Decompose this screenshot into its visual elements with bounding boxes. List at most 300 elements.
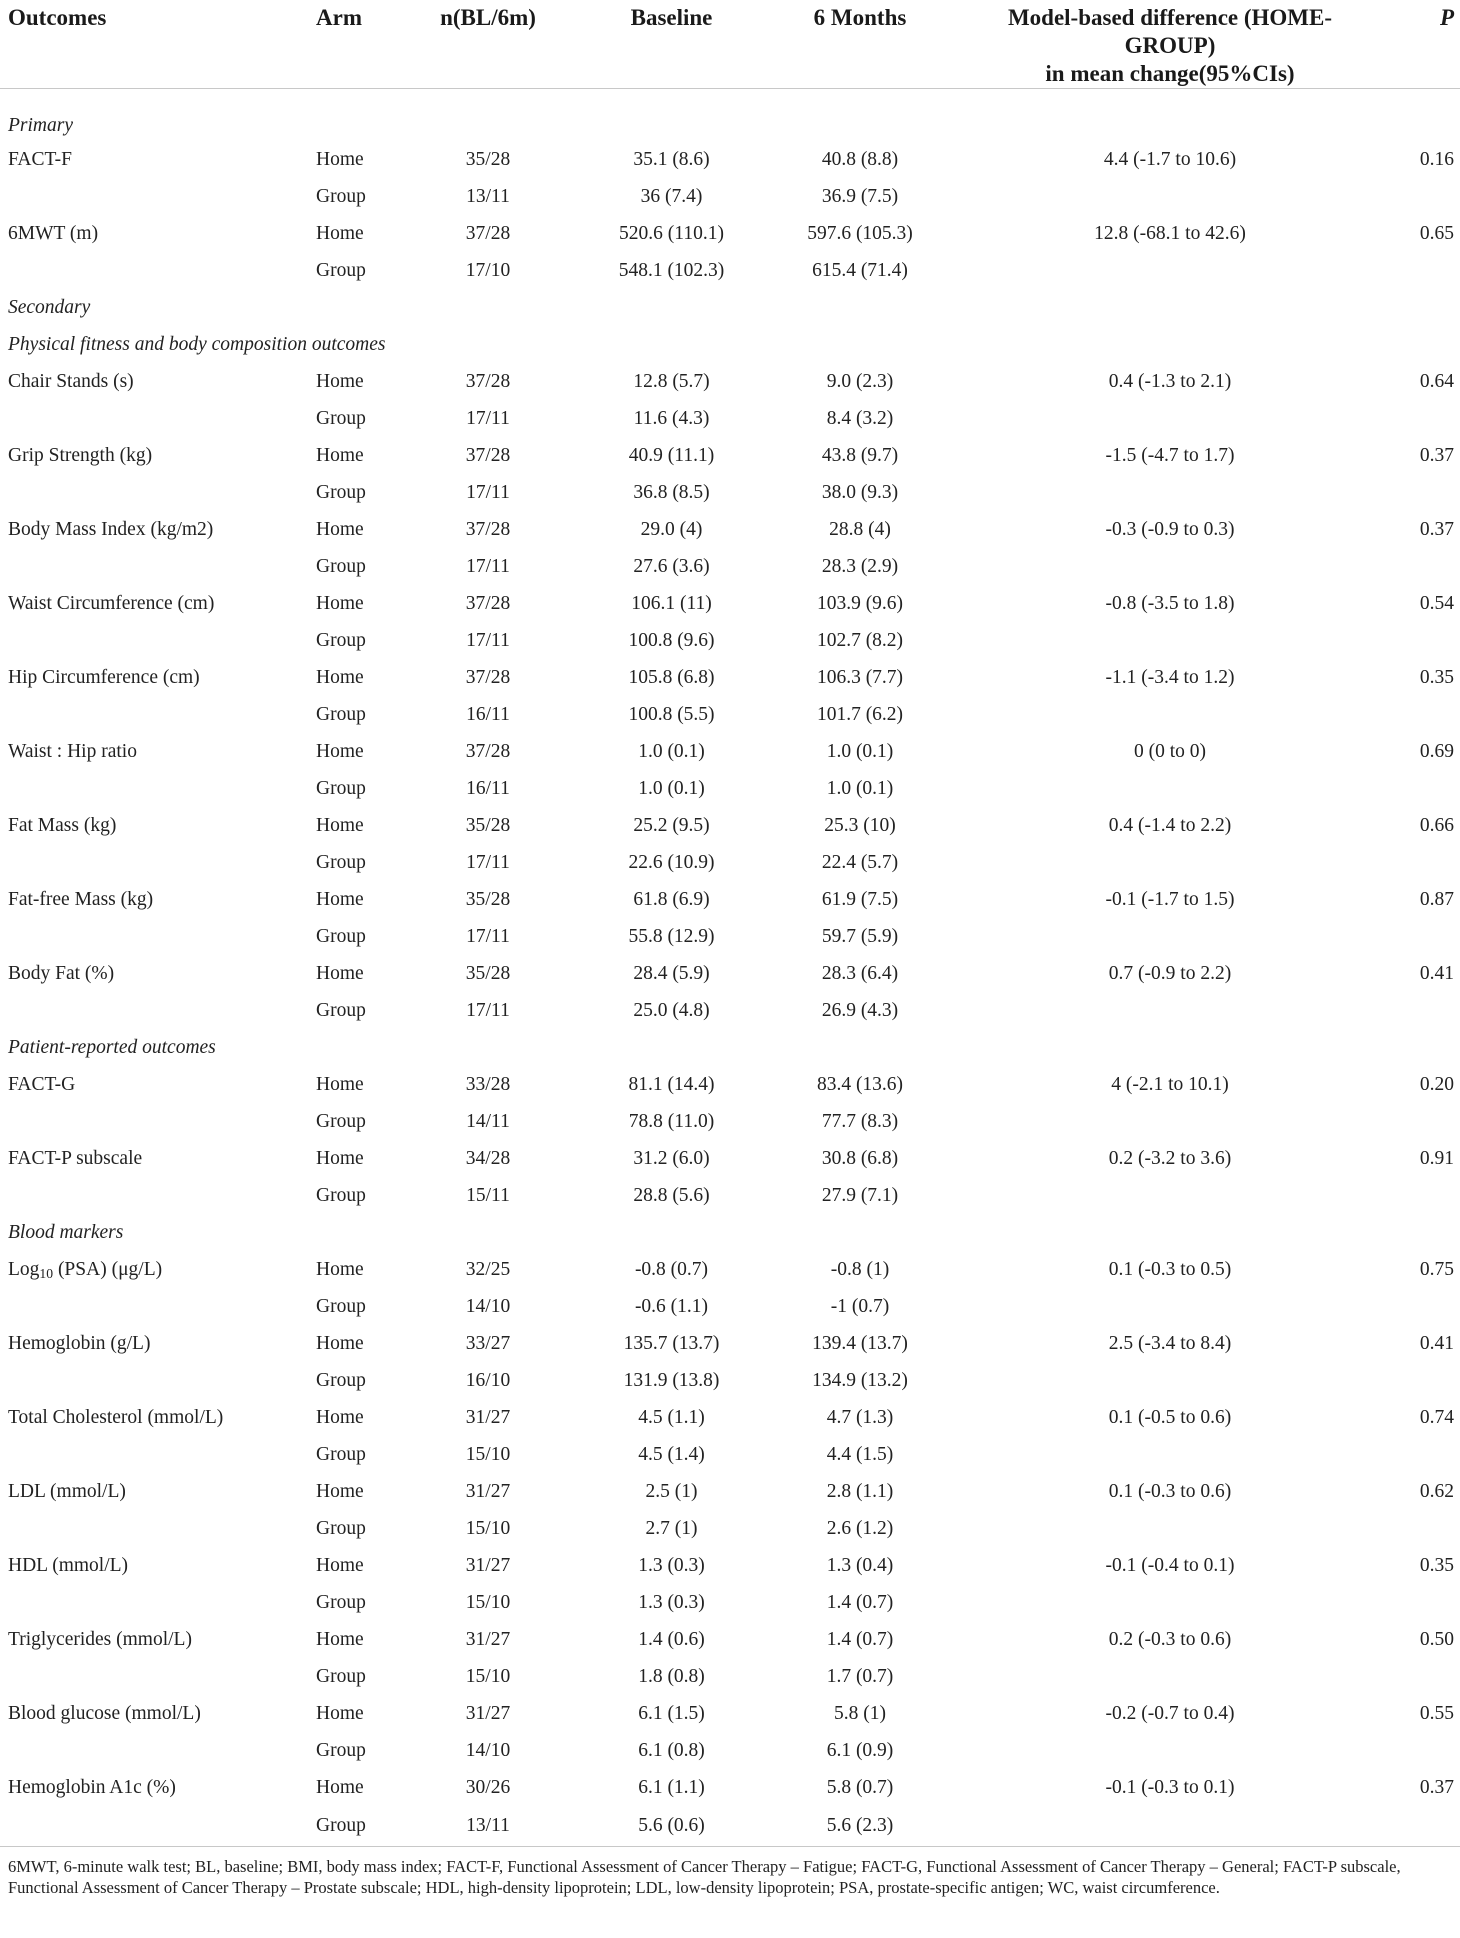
cell-p-value: 0.65: [1419, 222, 1454, 244]
cell-p-value: [1385, 474, 1460, 511]
table-row: [0, 1140, 1460, 1177]
cell-n: 37/28: [465, 592, 511, 614]
cell-outcome: [0, 844, 290, 881]
cell-six-months: 134.9 (13.2): [812, 1369, 908, 1391]
cell-n: 35/28: [465, 888, 511, 910]
cell-arm: Group: [316, 777, 366, 799]
cell-baseline: 100.8 (9.6): [628, 629, 715, 651]
cell-model-difference: [955, 622, 1385, 659]
table-row: [0, 1251, 1460, 1288]
table-row: [0, 474, 1460, 511]
cell-n: 15/10: [465, 1591, 511, 1613]
cell-arm: Group: [316, 629, 366, 651]
cell-model-difference: 0.4 (-1.4 to 2.2): [1108, 814, 1232, 836]
cell-model-difference: [955, 1362, 1385, 1399]
cell-model-difference: [955, 1732, 1385, 1769]
cell-model-difference: [955, 1288, 1385, 1325]
cell-arm: Group: [316, 481, 366, 503]
cell-baseline: 1.3 (0.3): [638, 1554, 705, 1576]
cell-six-months: 106.3 (7.7): [816, 666, 904, 688]
cell-model-difference: [955, 696, 1385, 733]
cell-arm: Group: [316, 1184, 366, 1206]
cell-model-difference: 0.1 (-0.3 to 0.6): [1108, 1480, 1232, 1502]
section-row: [0, 289, 1460, 326]
cell-six-months: 2.6 (1.2): [826, 1517, 894, 1539]
cell-p-value: 0.69: [1419, 740, 1454, 762]
header-six-months: 6 Months: [765, 0, 955, 89]
cell-model-difference: [955, 1806, 1385, 1847]
cell-six-months: 28.3 (6.4): [821, 962, 899, 984]
cell-n: 31/27: [465, 1702, 511, 1724]
table-row: [0, 622, 1460, 659]
cell-arm: Home: [316, 1628, 364, 1650]
cell-n: 33/27: [465, 1332, 511, 1354]
cell-n: 30/26: [465, 1776, 511, 1798]
cell-baseline: 4.5 (1.1): [638, 1406, 705, 1428]
cell-baseline: 520.6 (110.1): [619, 222, 724, 244]
cell-p-value: [1385, 252, 1460, 289]
cell-p-value: 0.35: [1419, 1554, 1454, 1576]
table-row: [0, 1658, 1460, 1695]
cell-six-months: 43.8 (9.7): [821, 444, 899, 466]
cell-outcome: [0, 1658, 290, 1695]
cell-outcome: FACT-G: [8, 1073, 76, 1095]
table-row: [0, 1806, 1460, 1847]
cell-p-value: 0.74: [1419, 1406, 1454, 1428]
cell-baseline: 106.1 (11): [631, 592, 712, 614]
cell-n: 17/11: [466, 555, 510, 577]
cell-p-value: 0.50: [1419, 1628, 1454, 1650]
cell-baseline: 6.1 (0.8): [638, 1739, 705, 1761]
cell-n: 33/28: [465, 1073, 511, 1095]
cell-p-value: [1385, 696, 1460, 733]
cell-baseline: 27.6 (3.6): [633, 555, 710, 577]
cell-p-value: [1385, 178, 1460, 215]
cell-p-value: 0.62: [1419, 1480, 1454, 1502]
cell-model-difference: 0 (0 to 0): [1133, 740, 1207, 762]
cell-baseline: 29.0 (4): [640, 518, 703, 540]
cell-model-difference: 4 (-2.1 to 10.1): [1111, 1073, 1229, 1095]
section-label: Secondary: [8, 296, 91, 318]
cell-outcome: [0, 178, 290, 215]
cell-n: 17/11: [466, 925, 510, 947]
cell-model-difference: -0.1 (-0.4 to 0.1): [1105, 1554, 1235, 1576]
cell-p-value: 0.37: [1419, 518, 1454, 540]
header-model-difference: [955, 0, 1385, 89]
cell-outcome: [0, 1510, 290, 1547]
cell-n: 15/10: [465, 1517, 511, 1539]
cell-six-months: 38.0 (9.3): [821, 481, 899, 503]
cell-outcome: Body Fat (%): [8, 962, 115, 984]
section-row: [0, 89, 1460, 142]
cell-n: 37/28: [465, 222, 511, 244]
cell-outcome: [0, 622, 290, 659]
table-row: [0, 141, 1460, 178]
cell-six-months: 1.0 (0.1): [826, 740, 894, 762]
cell-six-months: 597.6 (105.3): [807, 222, 913, 244]
cell-arm: Home: [316, 222, 364, 244]
cell-arm: Group: [316, 999, 366, 1021]
table-row: [0, 1288, 1460, 1325]
cell-n: 34/28: [465, 1147, 511, 1169]
section-label: Physical fitness and body composition outcomes: [8, 333, 386, 355]
cell-n: 14/11: [466, 1110, 510, 1132]
cell-p-value: 0.75: [1419, 1258, 1454, 1280]
cell-six-months: 1.4 (0.7): [826, 1628, 894, 1650]
cell-baseline: -0.8 (0.7): [634, 1258, 709, 1280]
cell-arm: Group: [316, 1665, 366, 1687]
cell-outcome: Waist Circumference (cm): [8, 592, 215, 614]
cell-arm: Group: [316, 1517, 366, 1539]
table-row: [0, 844, 1460, 881]
table-row: [0, 1547, 1460, 1584]
cell-p-value: 0.37: [1419, 1776, 1454, 1798]
cell-arm: Group: [316, 555, 366, 577]
cell-model-difference: [955, 400, 1385, 437]
cell-outcome-tail: (PSA) (μg/L): [53, 1258, 163, 1280]
table-row: [0, 585, 1460, 622]
cell-arm: Group: [290, 1806, 398, 1847]
table-row: [0, 1769, 1460, 1806]
cell-six-months: -1 (0.7): [830, 1295, 890, 1317]
cell-model-difference: [955, 992, 1385, 1029]
table-header: [0, 0, 1460, 89]
cell-model-difference: [955, 548, 1385, 585]
cell-baseline: 28.4 (5.9): [633, 962, 710, 984]
cell-outcome: [0, 1584, 290, 1621]
cell-arm: Home: [316, 1258, 364, 1280]
table-row: [0, 511, 1460, 548]
cell-six-months: 139.4 (13.7): [812, 1332, 908, 1354]
cell-model-difference: 2.5 (-3.4 to 8.4): [1108, 1332, 1232, 1354]
cell-six-months: 28.3 (2.9): [821, 555, 899, 577]
cell-p-value: [1385, 1288, 1460, 1325]
table-row: [0, 1510, 1460, 1547]
cell-n: 37/28: [465, 666, 511, 688]
table-row: [0, 1695, 1460, 1732]
cell-baseline: 36.8 (8.5): [633, 481, 710, 503]
cell-outcome: [0, 1288, 290, 1325]
table-row: [0, 918, 1460, 955]
cell-n: 35/28: [465, 814, 511, 836]
cell-arm: Home: [316, 740, 364, 762]
cell-outcome: 6MWT (m): [8, 222, 99, 244]
cell-baseline: 22.6 (10.9): [628, 851, 715, 873]
cell-model-difference: [955, 178, 1385, 215]
cell-p-value: 0.35: [1419, 666, 1454, 688]
cell-six-months: 1.4 (0.7): [826, 1591, 894, 1613]
cell-p-value: 0.91: [1419, 1147, 1454, 1169]
cell-p-value: [1385, 1732, 1460, 1769]
table-row: [0, 733, 1460, 770]
cell-six-months: 2.8 (1.1): [826, 1480, 894, 1502]
cell-six-months: 1.7 (0.7): [826, 1665, 894, 1687]
cell-six-months: 59.7 (5.9): [821, 925, 899, 947]
cell-outcome: Fat-free Mass (kg): [8, 888, 154, 910]
cell-n: 16/11: [466, 703, 510, 725]
cell-baseline: 1.4 (0.6): [638, 1628, 705, 1650]
cell-arm: Home: [316, 962, 364, 984]
table-row: [0, 770, 1460, 807]
cell-outcome: Fat Mass (kg): [8, 814, 117, 836]
cell-baseline: 548.1 (102.3): [618, 259, 725, 281]
cell-arm: Home: [316, 1480, 364, 1502]
cell-n: 31/27: [465, 1554, 511, 1576]
cell-six-months: 102.7 (8.2): [816, 629, 904, 651]
cell-arm: Home: [316, 1406, 364, 1428]
cell-six-months: 30.8 (6.8): [821, 1147, 899, 1169]
cell-n: 37/28: [465, 518, 511, 540]
cell-six-months: 1.0 (0.1): [826, 777, 894, 799]
cell-arm: Group: [316, 1369, 366, 1391]
cell-arm: Home: [316, 518, 364, 540]
cell-baseline: 78.8 (11.0): [628, 1110, 715, 1132]
cell-six-months: 5.8 (0.7): [826, 1776, 894, 1798]
cell-model-difference: [955, 1103, 1385, 1140]
cell-six-months: 8.4 (3.2): [826, 407, 894, 429]
cell-baseline: 28.8 (5.6): [633, 1184, 710, 1206]
cell-arm: Group: [316, 1443, 366, 1465]
table-row: [0, 1325, 1460, 1362]
cell-six-months: 25.3 (10): [824, 814, 896, 836]
cell-outcome: [0, 918, 290, 955]
cell-outcome-text: Log: [8, 1258, 40, 1280]
cell-six-months: 40.8 (8.8): [821, 148, 899, 170]
cell-p-value: [1385, 1806, 1460, 1847]
cell-outcome: [0, 1103, 290, 1140]
table-row: [0, 1177, 1460, 1214]
cell-outcome: Waist : Hip ratio: [8, 740, 137, 762]
cell-p-value: [1385, 1436, 1460, 1473]
cell-model-difference: -1.5 (-4.7 to 1.7): [1105, 444, 1235, 466]
cell-model-difference: -0.8 (-3.5 to 1.8): [1105, 592, 1235, 614]
cell-n: 15/10: [465, 1443, 511, 1465]
cell-p-value: [1385, 770, 1460, 807]
cell-six-months: 4.7 (1.3): [826, 1406, 894, 1428]
table-row: [0, 1732, 1460, 1769]
cell-outcome: Grip Strength (kg): [8, 444, 153, 466]
cell-six-months: 103.9 (9.6): [816, 592, 904, 614]
header-outcomes: Outcomes: [0, 0, 290, 89]
cell-arm: Home: [316, 814, 364, 836]
cell-n: 31/27: [465, 1406, 511, 1428]
cell-n: 17/11: [466, 481, 510, 503]
cell-model-difference: -0.1 (-1.7 to 1.5): [1105, 888, 1235, 910]
cell-baseline: 135.7 (13.7): [623, 1332, 720, 1354]
table-row: [0, 955, 1460, 992]
cell-baseline: 4.5 (1.4): [638, 1443, 705, 1465]
cell-n: 31/27: [465, 1628, 511, 1650]
table-row: [0, 696, 1460, 733]
cell-model-difference: 0.4 (-1.3 to 2.1): [1108, 370, 1232, 392]
cell-model-difference: -0.3 (-0.9 to 0.3): [1105, 518, 1235, 540]
cell-arm: Group: [316, 185, 366, 207]
table-row: [0, 992, 1460, 1029]
cell-n: 35/28: [465, 962, 511, 984]
cell-baseline: 1.8 (0.8): [638, 1665, 705, 1687]
cell-n: 37/28: [465, 740, 511, 762]
cell-arm: Group: [316, 851, 366, 873]
cell-model-difference: 0.2 (-0.3 to 0.6): [1108, 1628, 1232, 1650]
cell-outcome: [0, 400, 290, 437]
cell-outcome: Hemoglobin (g/L): [8, 1332, 151, 1354]
cell-outcome: LDL (mmol/L): [8, 1480, 126, 1502]
cell-baseline: 105.8 (6.8): [628, 666, 715, 688]
table-row: [0, 1103, 1460, 1140]
header-p-value: P: [1385, 0, 1460, 89]
cell-arm: Home: [316, 592, 364, 614]
cell-six-months: -0.8 (1): [830, 1258, 890, 1280]
section-label: Primary: [8, 115, 73, 136]
table-row: [0, 548, 1460, 585]
table-row: [0, 252, 1460, 289]
cell-model-difference: [955, 770, 1385, 807]
cell-six-months: 83.4 (13.6): [816, 1073, 904, 1095]
cell-p-value: [1385, 622, 1460, 659]
cell-n: 17/11: [466, 851, 510, 873]
cell-n: 37/28: [465, 444, 511, 466]
cell-arm: Home: [316, 1147, 364, 1169]
cell-n: 35/28: [465, 148, 511, 170]
cell-n: 13/11: [398, 1806, 578, 1847]
cell-n: 17/11: [466, 407, 510, 429]
cell-baseline: 2.5 (1): [645, 1480, 698, 1502]
cell-p-value: 0.37: [1419, 444, 1454, 466]
cell-baseline: 35.1 (8.6): [633, 148, 710, 170]
cell-arm: Home: [316, 1776, 364, 1798]
cell-arm: Group: [316, 925, 366, 947]
cell-outcome: Chair Stands (s): [8, 370, 134, 392]
cell-baseline: 61.8 (6.9): [633, 888, 710, 910]
header-n: n(BL/6m): [398, 0, 578, 89]
cell-n: 37/28: [465, 370, 511, 392]
cell-outcome: [0, 1177, 290, 1214]
cell-arm: Group: [316, 1295, 366, 1317]
cell-p-value: [1385, 1584, 1460, 1621]
cell-baseline: 1.0 (0.1): [638, 777, 705, 799]
cell-baseline: 6.1 (1.1): [638, 1776, 705, 1798]
cell-baseline: 36 (7.4): [640, 185, 703, 207]
cell-p-value: [1385, 1103, 1460, 1140]
cell-n: 14/10: [465, 1295, 511, 1317]
cell-arm: Home: [316, 1332, 364, 1354]
cell-six-months: 6.1 (0.9): [826, 1739, 894, 1761]
cell-six-months: 615.4 (71.4): [812, 259, 908, 281]
cell-p-value: [1385, 548, 1460, 585]
cell-p-value: [1385, 400, 1460, 437]
cell-baseline: 5.6 (0.6): [578, 1806, 765, 1847]
cell-arm: Home: [316, 666, 364, 688]
cell-six-months: 22.4 (5.7): [821, 851, 899, 873]
cell-model-difference: [955, 844, 1385, 881]
cell-six-months: 28.8 (4): [829, 518, 891, 540]
cell-arm: Group: [316, 259, 366, 281]
cell-model-difference: -0.1 (-0.3 to 0.1): [1105, 1776, 1235, 1798]
cell-outcome: FACT-F: [8, 148, 72, 170]
cell-six-months: 1.3 (0.4): [826, 1554, 894, 1576]
table-footnote: 6MWT, 6-minute walk test; BL, baseline; BMI, body mass index; FACT-F, Functional Assessment of Cancer Therapy – Fatigue; FACT-G, Functional Assessment of Cancer Therapy – General; FACT-P subscale, Functional Assessment of Cancer Therapy – Prostate subscale; HDL, high-density lipoprotein; LDL, low-density lipoprotein; PSA, prostate-specific antigen; WC, waist circumference.: [8, 1857, 1401, 1897]
table-row: [0, 881, 1460, 918]
cell-arm: Home: [316, 444, 364, 466]
cell-p-value: 0.41: [1419, 1332, 1454, 1354]
cell-baseline: 1.0 (0.1): [638, 740, 705, 762]
cell-p-value: [1385, 844, 1460, 881]
cell-p-value: 0.66: [1419, 814, 1454, 836]
table-row: [0, 400, 1460, 437]
table-row: [0, 1584, 1460, 1621]
cell-model-difference: [955, 252, 1385, 289]
cell-n: 14/10: [465, 1739, 511, 1761]
cell-baseline: 25.0 (4.8): [633, 999, 710, 1021]
cell-arm: Home: [316, 888, 364, 910]
cell-outcome: Total Cholesterol (mmol/L): [8, 1406, 224, 1428]
cell-p-value: [1385, 918, 1460, 955]
table-row: [0, 363, 1460, 400]
table-row: [0, 659, 1460, 696]
header-row: [0, 0, 1460, 89]
cell-baseline: 25.2 (9.5): [633, 814, 710, 836]
cell-outcome: Triglycerides (mmol/L): [8, 1628, 192, 1650]
cell-model-difference: [955, 1658, 1385, 1695]
cell-outcome: Body Mass Index (kg/m2): [8, 518, 214, 540]
cell-arm: Group: [316, 1591, 366, 1613]
cell-six-months: 5.6 (2.3): [765, 1806, 955, 1847]
cell-baseline: 12.8 (5.7): [633, 370, 710, 392]
cell-outcome: [0, 474, 290, 511]
cell-p-value: 0.55: [1419, 1702, 1454, 1724]
cell-model-difference: 4.4 (-1.7 to 10.6): [1103, 148, 1237, 170]
cell-outcome: [0, 1806, 290, 1847]
cell-six-months: 9.0 (2.3): [826, 370, 894, 392]
cell-p-value: 0.20: [1419, 1073, 1454, 1095]
cell-p-value: [1385, 1177, 1460, 1214]
cell-model-difference: 0.2 (-3.2 to 3.6): [1108, 1147, 1232, 1169]
cell-outcome: [0, 696, 290, 733]
cell-model-difference: [955, 474, 1385, 511]
cell-model-difference: 12.8 (-68.1 to 42.6): [1094, 222, 1246, 244]
cell-p-value: 0.16: [1419, 148, 1454, 170]
cell-p-value: [1385, 1510, 1460, 1547]
cell-baseline: 40.9 (11.1): [628, 444, 715, 466]
cell-arm: Home: [316, 1073, 364, 1095]
cell-n: 17/10: [465, 259, 511, 281]
cell-outcome: Hemoglobin A1c (%): [8, 1776, 176, 1798]
cell-arm: Group: [316, 703, 366, 725]
header-baseline: Baseline: [578, 0, 765, 89]
cell-model-difference: [955, 1510, 1385, 1547]
cell-model-difference: -0.2 (-0.7 to 0.4): [1105, 1702, 1235, 1724]
cell-baseline: -0.6 (1.1): [634, 1295, 709, 1317]
cell-p-value: 0.54: [1419, 592, 1454, 614]
cell-arm: Group: [316, 407, 366, 429]
cell-baseline: 131.9 (13.8): [623, 1369, 720, 1391]
cell-p-value: [1385, 1658, 1460, 1695]
cell-outcome: [0, 1732, 290, 1769]
cell-six-months: 77.7 (8.3): [821, 1110, 899, 1132]
cell-six-months: 26.9 (4.3): [821, 999, 899, 1021]
cell-p-value: 0.64: [1419, 370, 1454, 392]
cell-outcome: Blood glucose (mmol/L): [8, 1702, 201, 1724]
cell-arm: Home: [316, 148, 364, 170]
cell-six-months: 101.7 (6.2): [816, 703, 904, 725]
cell-outcome-subscript: 10: [39, 1265, 54, 1281]
cell-baseline: 6.1 (1.5): [638, 1702, 705, 1724]
table-row: [0, 437, 1460, 474]
cell-baseline: 55.8 (12.9): [628, 925, 715, 947]
table-row: [0, 1399, 1460, 1436]
cell-p-value: 0.41: [1419, 962, 1454, 984]
cell-arm: Group: [316, 1739, 366, 1761]
